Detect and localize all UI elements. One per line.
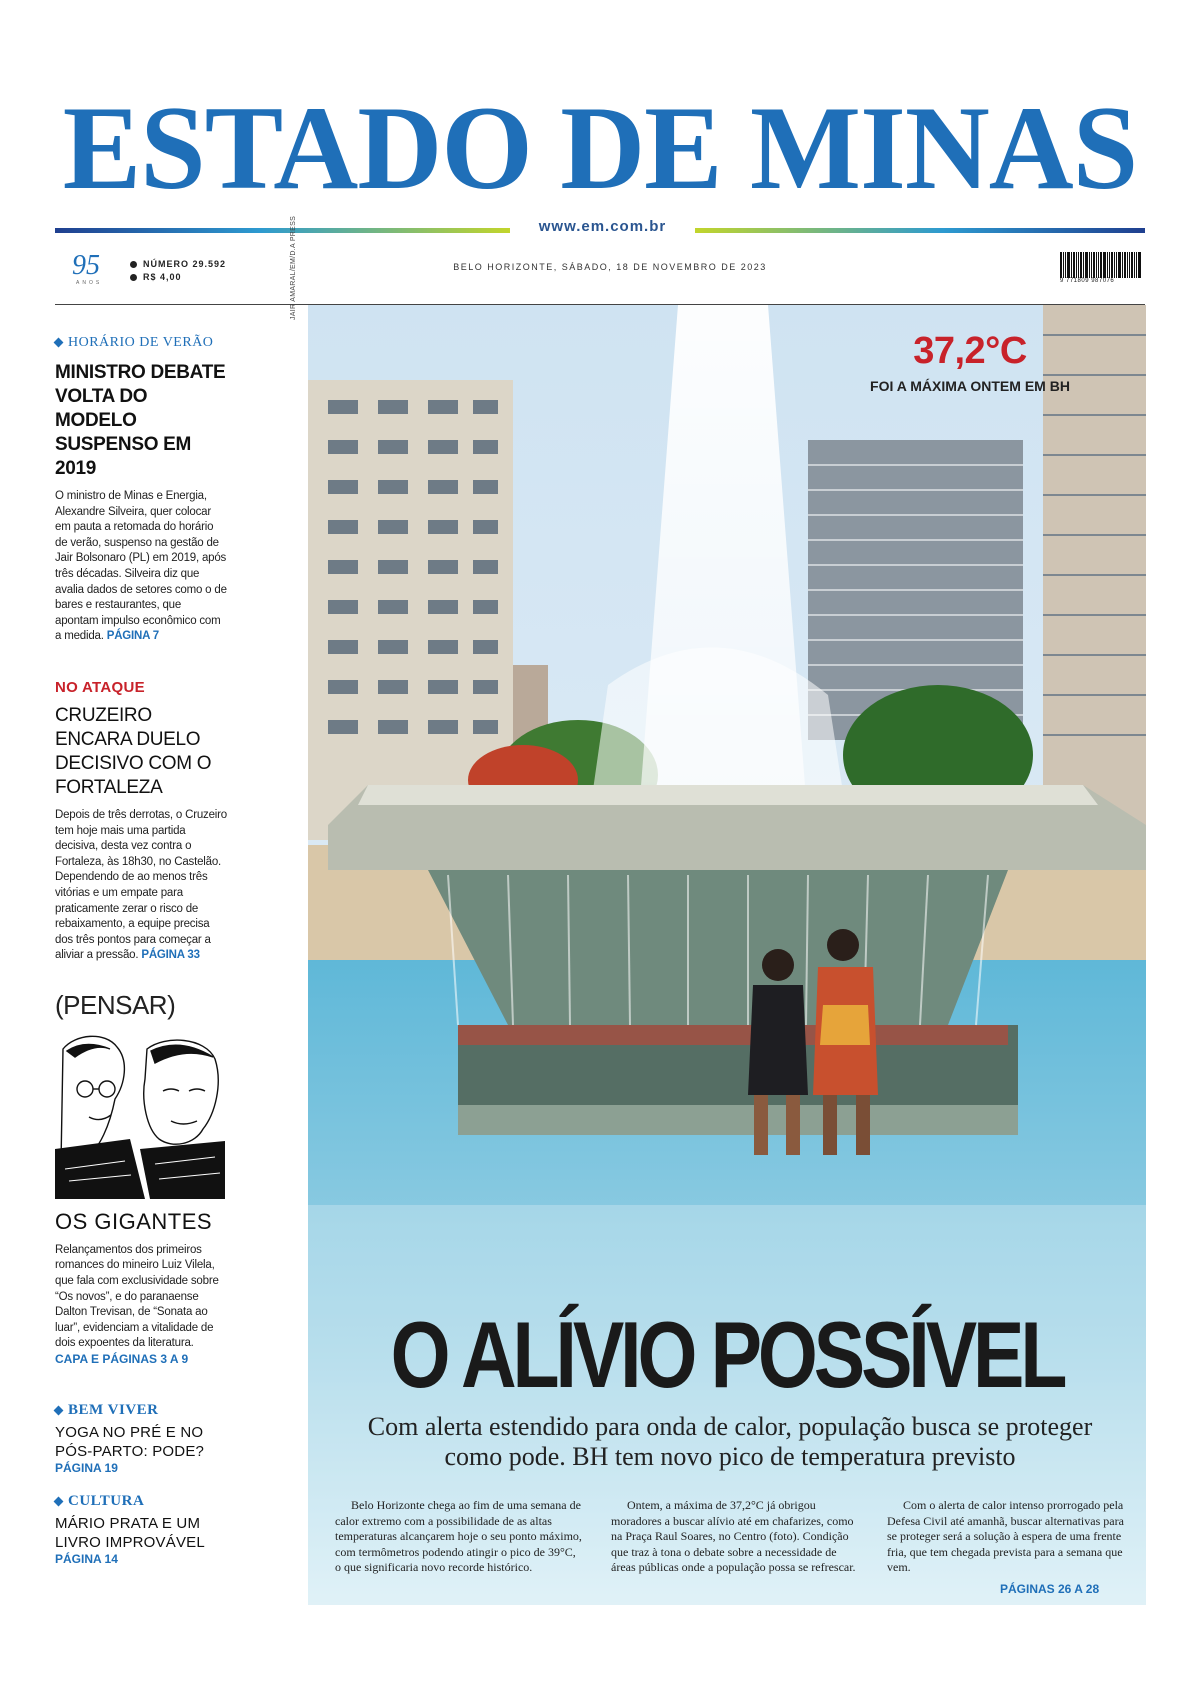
barcode-bar <box>1124 252 1126 278</box>
barcode-bar <box>1107 252 1108 278</box>
page-ref[interactable]: PÁGINA 19 <box>55 1461 118 1476</box>
story-headline[interactable]: CRUZEIRO ENCARA DUELO DECISIVO COM O FORTALEZA <box>55 704 212 798</box>
story-headline[interactable]: OS GIGANTES <box>55 1208 213 1234</box>
photo-credit: JAIR AMARAL/EM/D.A PRESS <box>290 215 297 320</box>
barcode-bar <box>1111 252 1113 278</box>
lead-body <box>335 1498 1135 1576</box>
lead-column-3: Com o alerta de calor intenso prorrogado pela Defesa Civil até amanhã, buscar alternativas para se proteger será a solução à espera de uma frente fria, que tem chegada prevista para a semana que vem. <box>887 1498 1124 1575</box>
temperature-value: 37,2°C <box>913 330 1027 372</box>
temperature-callout <box>870 330 1070 396</box>
story-no-ataque[interactable] <box>55 679 227 964</box>
barcode-bar <box>1138 252 1141 278</box>
sidebar <box>55 335 227 1566</box>
barcode-bars <box>1060 252 1148 278</box>
barcode-bar <box>1134 252 1135 278</box>
lead-headline[interactable]: O ALÍVIO POSSÍVEL <box>390 1302 1064 1407</box>
barcode-bar <box>1096 252 1097 278</box>
barcode-bar <box>1060 252 1062 278</box>
barcode-bar <box>1071 252 1072 278</box>
masthead-rule-left <box>55 228 510 233</box>
anniversary-number: 95 <box>72 250 100 281</box>
bullet-icon <box>130 274 137 281</box>
barcode-bar <box>1118 252 1121 278</box>
authors-illustration <box>55 1029 225 1199</box>
masthead-rule-right <box>695 228 1145 233</box>
barcode-bar <box>1078 252 1079 278</box>
barcode-bar <box>1109 252 1110 278</box>
issue-number: NÚMERO 29.592 <box>143 259 227 269</box>
barcode-bar <box>1073 252 1075 278</box>
story-headline[interactable]: YOGA NO PRÉ E NO PÓS-PARTO: PODE? <box>55 1424 205 1461</box>
story-kicker: CULTURA <box>55 1493 227 1510</box>
bullet-icon <box>130 261 137 268</box>
story-headline[interactable]: MINISTRO DEBATE VOLTA DO MODELO SUSPENSO EM 2019 <box>55 362 226 479</box>
temperature-caption: FOI A MÁXIMA ONTEM EM BH <box>870 378 1070 394</box>
issue-info <box>130 258 226 284</box>
barcode-bar <box>1080 252 1082 278</box>
barcode <box>1060 252 1148 288</box>
story-cultura[interactable] <box>55 1493 227 1566</box>
diamond-icon <box>54 1497 64 1507</box>
barcode-bar <box>1116 252 1117 278</box>
issue-price: R$ 4,00 <box>143 272 182 282</box>
page-ref[interactable]: CAPA E PÁGINAS 3 A 9 <box>55 1352 189 1367</box>
story-body: O ministro de Minas e Energia, Alexandre Silveira, quer colocar em pauta a retomada do horário de verão, suspenso na gestão de Jair Bolsonaro (PL) em 2019, após três décadas. Silveira diz que avalia dados de setores como o de bares e restaurantes, que apontam impulso econômico com a medida. PÁGINA 7 <box>55 490 227 643</box>
barcode-bar <box>1131 252 1133 278</box>
barcode-bar <box>1076 252 1077 278</box>
page-ref[interactable]: PÁGINA 33 <box>141 949 200 962</box>
section-label: (PENSAR) <box>55 989 176 1020</box>
story-body: Relançamentos dos primeiros romances do mineiro Luiz Vilela, que fala com exclusividade sobre “Os novos”, e do paranaense Dalton Trevisan, de “Sonata ao luar”, evidenciam a vitalidade de dois expoentes da literatura. <box>55 1243 219 1350</box>
barcode-bar <box>1100 252 1102 278</box>
barcode-bar <box>1063 252 1064 278</box>
story-horario-verao[interactable] <box>55 335 227 645</box>
story-body: Depois de três derrotas, o Cruzeiro tem hoje mais uma partida decisiva, desta vez contra o Fortaleza, às 18h30, no Castelão. Dependendo de ao menos três vitórias e um empate para praticamente zerar o risco de rebaixamento, a equipe precisa dos três pontos para começar a aliviar a pressão. PÁGINA 33 <box>55 808 227 962</box>
barcode-bar <box>1098 252 1099 278</box>
site-url[interactable]: www.em.com.br <box>538 218 667 235</box>
barcode-bar <box>1091 252 1092 278</box>
story-headline[interactable]: MÁRIO PRATA E UM LIVRO IMPROVÁVEL <box>55 1515 205 1552</box>
page-ref[interactable]: PÁGINA 14 <box>55 1552 118 1567</box>
lead-pages-ref[interactable]: PÁGINAS 26 A 28 <box>1000 1582 1100 1596</box>
barcode-bar <box>1129 252 1130 278</box>
masthead-title: ESTADO DE MINAS <box>62 81 1138 214</box>
barcode-bar <box>1085 252 1088 278</box>
story-bem-viver[interactable] <box>55 1402 227 1475</box>
story-pensar[interactable] <box>55 990 227 1366</box>
barcode-bar <box>1103 252 1106 278</box>
diamond-icon <box>54 338 64 348</box>
lead-column-1: Belo Horizonte chega ao fim de uma semana de calor extremo com a possibilidade de as altas temperaturas alcançarem hoje o seu ponto máximo, com termômetros podendo atingir o pico de 39°C, o que significaria novo recorde histórico. <box>335 1498 582 1575</box>
barcode-bar <box>1093 252 1095 278</box>
barcode-bar <box>1127 252 1128 278</box>
barcode-bar <box>1136 252 1137 278</box>
barcode-bar <box>1122 252 1123 278</box>
barcode-bar <box>1083 252 1084 278</box>
anniversary-logo <box>72 252 112 292</box>
barcode-digits: 9 771809 987076 <box>1060 278 1115 284</box>
lead-subhead: Com alerta estendido para onda de calor, população busca se proteger como pode. BH tem novo pico de temperatura previsto <box>367 1412 1093 1471</box>
fountain-photo <box>308 305 1146 1605</box>
diamond-icon <box>54 1406 64 1416</box>
anniversary-label: ANOS <box>76 280 103 286</box>
barcode-bar <box>1065 252 1066 278</box>
page-ref[interactable]: PÁGINA 7 <box>106 630 160 643</box>
dateline: BELO HORIZONTE, SÁBADO, 18 DE NOVEMBRO DE 2023 <box>453 262 767 272</box>
story-kicker: NO ATAQUE <box>55 678 145 696</box>
story-kicker: HORÁRIO DE VERÃO <box>55 335 227 351</box>
barcode-bar <box>1067 252 1070 278</box>
lead-photo[interactable] <box>308 305 1146 1605</box>
barcode-bar <box>1089 252 1090 278</box>
lead-column-2: Ontem, a máxima de 37,2°C já obrigou moradores a buscar alívio até em chafarizes, como na Praça Raul Soares, no Centro (foto). Condição que traz à tona o debate sobre a necessidade de áreas públicas onde a população possa se refrescar. <box>611 1498 856 1575</box>
barcode-bar <box>1114 252 1115 278</box>
story-kicker: BEM VIVER <box>55 1402 227 1419</box>
